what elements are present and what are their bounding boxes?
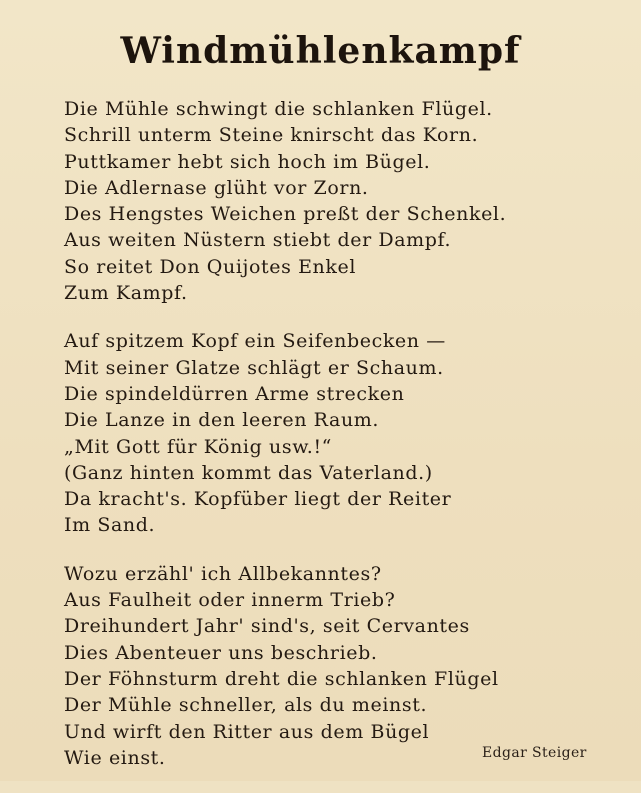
poem-line: Die spindeldürren Arme strecken bbox=[64, 382, 405, 405]
poem-line: Und wirft den Ritter aus dem Bügel bbox=[64, 720, 430, 743]
poem-line: Aus weiten Nüstern stiebt der Dampf. bbox=[64, 229, 452, 252]
poem-line: Die Mühle schwingt die schlanken Flügel. bbox=[64, 98, 493, 120]
poem-line: Mit seiner Glatze schlägt er Schaum. bbox=[64, 356, 444, 379]
poem-line: Puttkamer hebt sich hoch im Bügel. bbox=[64, 150, 431, 173]
stanza-2 bbox=[64, 328, 604, 538]
poem-line: Der Mühle schneller, als du meinst. bbox=[64, 694, 428, 717]
poem-line: Die Adlernase glüht vor Zorn. bbox=[64, 176, 369, 199]
poem-line: Der Föhnsturm dreht die schlanken Flügel bbox=[64, 667, 499, 690]
poem-line: Die Lanze in den leeren Raum. bbox=[64, 409, 380, 432]
poem-line: So reitet Don Quijotes Enkel bbox=[64, 255, 357, 278]
stanza-3 bbox=[64, 561, 604, 771]
poem-line: Wie einst. bbox=[64, 746, 166, 769]
poem-line: Wozu erzähl' ich Allbekanntes? bbox=[64, 562, 382, 585]
poem-line: Schrill unterm Steine knirscht das Korn. bbox=[64, 124, 479, 147]
poem-line: Aus Faulheit oder innerm Trieb? bbox=[64, 589, 396, 612]
poem-line: (Ganz hinten kommt das Vaterland.) bbox=[64, 461, 433, 484]
poem-body bbox=[64, 96, 604, 793]
poem-title: Windmühlenkampf bbox=[120, 30, 521, 72]
poem-line: Dies Abenteuer uns beschrieb. bbox=[64, 641, 378, 664]
poem-line: Des Hengstes Weichen preßt der Schenkel. bbox=[64, 203, 507, 226]
poem-line: „Mit Gott für König usw.!“ bbox=[64, 435, 332, 458]
stanza-1 bbox=[64, 96, 604, 306]
poem-line: Dreihundert Jahr' sind's, seit Cervantes bbox=[64, 615, 470, 638]
poem-line: Im Sand. bbox=[64, 514, 156, 537]
poem-line: Da kracht's. Kopfüber liegt der Reiter bbox=[64, 488, 452, 511]
poem-line: Zum Kampf. bbox=[64, 282, 188, 305]
poem-line: Auf spitzem Kopf ein Seifenbecken — bbox=[64, 330, 446, 353]
author-signature: Edgar Steiger bbox=[482, 745, 587, 761]
